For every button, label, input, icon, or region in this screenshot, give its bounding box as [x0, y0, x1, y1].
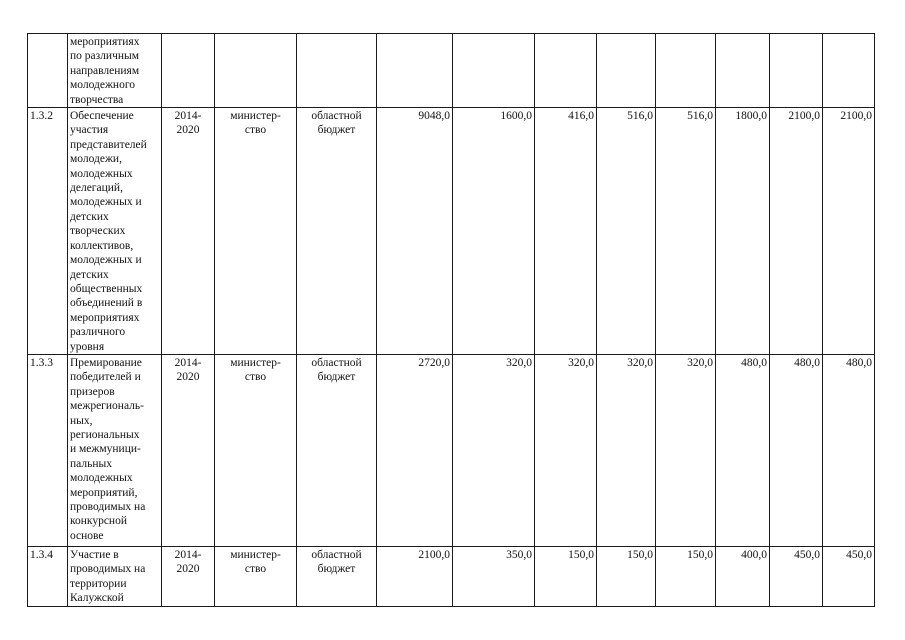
item-code-cell: [28, 34, 68, 108]
amount-cell: [597, 34, 656, 108]
executor-cell: [215, 108, 297, 355]
funding-source-cell: [297, 354, 377, 546]
period-cell: [162, 546, 215, 606]
amount-cell: 150,0: [656, 546, 716, 606]
measure-name-cell-line: представителей: [70, 138, 147, 151]
measure-name-cell-line: мероприятиях: [70, 36, 140, 48]
executor-cell-line: ство: [244, 563, 267, 576]
measure-name-cell-line: молодежных и: [70, 196, 142, 209]
amount-cell: [716, 34, 770, 108]
measure-name-cell-line: Премирование: [70, 356, 142, 369]
measure-name-cell-line: молодежных и: [70, 254, 142, 267]
measure-name-cell-line: творческих: [70, 225, 126, 238]
measure-name-cell: [68, 354, 162, 546]
table-row: [28, 546, 875, 606]
measure-name-cell-line: пальных: [70, 457, 112, 470]
period-cell: [162, 34, 215, 108]
amount-cell: 450,0: [770, 546, 823, 606]
item-code-cell: 1.3.2: [28, 108, 68, 355]
amount-cell: 350,0: [453, 546, 535, 606]
amount-cell: 2100,0: [770, 108, 823, 355]
period-cell-line: 2014-: [174, 356, 202, 369]
measure-name-cell-line: молодежного: [70, 79, 136, 92]
funding-source-cell: [297, 108, 377, 355]
measure-name-cell-line: призеров: [70, 385, 115, 398]
table-row: [28, 108, 875, 355]
funding-source-cell-line: бюджет: [317, 371, 356, 384]
amount-cell: 516,0: [597, 108, 656, 355]
funding-source-cell: [297, 546, 377, 606]
item-code-cell: 1.3.4: [28, 546, 68, 606]
amount-cell: 2720,0: [377, 354, 453, 546]
amount-cell: [377, 34, 453, 108]
amount-cell: 416,0: [535, 108, 597, 355]
amount-cell: [770, 34, 823, 108]
period-cell-line: 2014-: [174, 548, 202, 561]
amount-cell: 320,0: [453, 354, 535, 546]
measure-name-cell-line: направлениям: [70, 64, 140, 77]
measure-name-cell-line: объединений в: [70, 297, 143, 310]
measure-name-cell-line: проводимых на: [70, 501, 146, 513]
measure-name-cell: [68, 546, 162, 606]
item-code-cell: 1.3.3: [28, 354, 68, 546]
amount-cell: 9048,0: [377, 108, 453, 355]
measure-name-cell: [68, 108, 162, 355]
amount-cell: 320,0: [656, 354, 716, 546]
amount-cell: 480,0: [823, 354, 875, 546]
period-cell: [162, 108, 215, 355]
measure-name-cell-line: по различным: [70, 50, 140, 63]
measure-name-cell-line: победителей и: [70, 371, 141, 384]
executor-cell: [215, 354, 297, 546]
amount-cell: 150,0: [597, 546, 656, 606]
amount-cell: 2100,0: [823, 108, 875, 355]
amount-cell: [656, 34, 716, 108]
executor-cell-line: министер-: [230, 356, 281, 369]
table-row: [28, 34, 875, 108]
funding-source-cell-line: областной: [311, 548, 362, 561]
measure-name-cell-line: мероприятиях: [70, 311, 140, 324]
measure-name-cell: [68, 34, 162, 108]
amount-cell: 400,0: [716, 546, 770, 606]
amount-cell: 1800,0: [716, 108, 770, 355]
executor-cell: [215, 546, 297, 606]
table-row: [28, 354, 875, 546]
executor-cell-line: ство: [244, 371, 267, 384]
measure-name-cell-line: конкурсной: [70, 515, 127, 528]
measure-name-cell-line: детских: [70, 268, 109, 281]
measure-name-cell-line: общественных: [70, 282, 143, 295]
funding-source-cell-line: областной: [311, 110, 362, 123]
measure-name-cell-line: уровня: [70, 340, 105, 353]
amount-cell: 480,0: [716, 354, 770, 546]
amount-cell: [453, 34, 535, 108]
measure-name-cell-line: ных,: [70, 414, 93, 427]
amount-cell: [535, 34, 597, 108]
measure-name-cell-line: коллективов,: [70, 239, 134, 252]
measure-name-cell-line: молодежи,: [70, 153, 122, 166]
measure-name-cell-line: Обеспечение: [70, 110, 134, 123]
measure-name-cell-line: молодежных: [70, 472, 133, 485]
measure-name-cell-line: территории: [70, 577, 127, 590]
executor-cell-line: ство: [244, 124, 267, 137]
period-cell: [162, 354, 215, 546]
period-cell-line: 2014-: [174, 110, 202, 123]
measure-name-cell-line: молодежных: [70, 167, 133, 180]
amount-cell: 2100,0: [377, 546, 453, 606]
measure-name-cell-line: Участие в: [70, 548, 119, 561]
amount-cell: 450,0: [823, 546, 875, 606]
period-cell-line: 2020: [176, 563, 200, 576]
period-cell-line: 2020: [176, 371, 200, 384]
measure-name-cell-line: детских: [70, 210, 109, 223]
measure-name-cell-line: основе: [70, 529, 104, 542]
funding-source-cell-line: бюджет: [317, 563, 356, 576]
amount-cell: 150,0: [535, 546, 597, 606]
amount-cell: 516,0: [656, 108, 716, 355]
measure-name-cell-line: и межмуници-: [70, 443, 141, 456]
executor-cell-line: министер-: [230, 110, 281, 123]
amount-cell: 480,0: [770, 354, 823, 546]
measure-name-cell-line: мероприятий,: [70, 486, 138, 499]
executor-cell: [215, 34, 297, 108]
amount-cell: 1600,0: [453, 108, 535, 355]
measure-name-cell-line: межрегиональ-: [70, 400, 144, 413]
funding-source-cell-line: бюджет: [317, 124, 356, 137]
measure-name-cell-line: региональных: [70, 428, 140, 441]
period-cell-line: 2020: [176, 124, 200, 137]
measure-name-cell-line: участия: [70, 124, 109, 137]
measure-name-cell-line: творчества: [70, 93, 124, 106]
budget-table: [27, 33, 875, 607]
amount-cell: 320,0: [597, 354, 656, 546]
amount-cell: [823, 34, 875, 108]
measure-name-cell-line: различного: [70, 326, 126, 339]
measure-name-cell-line: делегаций,: [70, 182, 123, 195]
amount-cell: 320,0: [535, 354, 597, 546]
funding-source-cell-line: областной: [311, 356, 362, 369]
measure-name-cell-line: Калужской: [70, 592, 124, 605]
funding-source-cell: [297, 34, 377, 108]
measure-name-cell-line: проводимых на: [70, 563, 146, 576]
executor-cell-line: министер-: [230, 548, 281, 561]
